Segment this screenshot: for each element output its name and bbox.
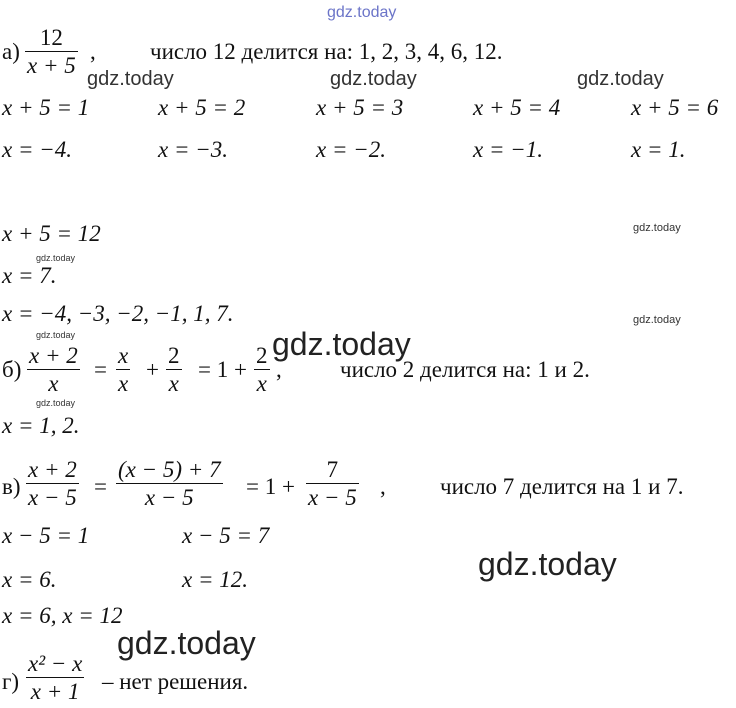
solution: x = 12. — [182, 567, 248, 592]
watermark: gdz.today — [36, 398, 76, 408]
watermark: gdz.today — [36, 253, 76, 263]
watermark: gdz.today — [633, 314, 681, 326]
watermark: gdz.today — [478, 546, 617, 582]
watermark: gdz.today — [36, 330, 76, 340]
fraction — [166, 344, 182, 395]
fraction-numerator: x — [118, 343, 129, 368]
fraction-numerator: (x − 5) + 7 — [118, 457, 221, 482]
plus-sign: + — [146, 357, 159, 382]
comma: , — [90, 39, 96, 64]
watermark-top: gdz.today — [327, 4, 397, 21]
part-g-label: г) — [2, 669, 20, 694]
fraction — [27, 344, 80, 395]
fraction-denominator: x — [168, 371, 179, 396]
solution: x = 6. — [2, 567, 57, 592]
equals-sign: = 1 + — [198, 357, 247, 382]
equation: x − 5 = 7 — [182, 523, 270, 548]
part-b-answer: x = 1, 2. — [2, 413, 80, 438]
solution: x = 1. — [631, 137, 686, 162]
fraction-denominator: x − 5 — [144, 485, 194, 510]
part-b-label: б) — [2, 357, 22, 382]
part-a-note: число 12 делится на: 1, 2, 3, 4, 6, 12. — [150, 39, 503, 64]
fraction-denominator: x + 5 — [27, 53, 76, 78]
watermark: gdz.today — [577, 68, 664, 90]
equals-sign: = — [94, 474, 107, 499]
equals-sign: = — [94, 357, 107, 382]
part-a-answer: x = −4, −3, −2, −1, 1, 7. — [2, 301, 234, 326]
part-v-note: число 7 делится на 1 и 7. — [440, 474, 684, 499]
solution: x = −2. — [316, 137, 386, 162]
equals-sign: = 1 + — [246, 474, 295, 499]
equation: x + 5 = 2 — [158, 95, 246, 120]
watermark: gdz.today — [633, 222, 681, 234]
part-v-answer: x = 6, x = 12 — [2, 603, 123, 628]
comma: , — [380, 474, 386, 499]
fraction-numerator: 12 — [39, 25, 63, 50]
fraction-denominator: x + 1 — [30, 679, 80, 704]
part-a-label: а) — [2, 39, 20, 64]
equation: x + 5 = 3 — [316, 95, 404, 120]
fraction-numerator: 7 — [326, 457, 339, 482]
solution: x = −1. — [473, 137, 543, 162]
part-v-label: в) — [2, 474, 21, 499]
part-g-note: – нет решения. — [102, 669, 249, 694]
fraction-denominator: x — [256, 371, 267, 396]
equation: x + 5 = 12 — [2, 221, 101, 246]
watermark: gdz.today — [117, 625, 256, 661]
solution: x = 7. — [2, 263, 57, 288]
fraction — [116, 458, 223, 509]
fraction — [306, 458, 359, 509]
fraction-denominator: x − 5 — [28, 485, 77, 510]
part-b-note: число 2 делится на: 1 и 2. — [340, 357, 590, 382]
fraction-numerator: 2 — [168, 343, 180, 368]
fraction — [26, 652, 84, 703]
fraction — [254, 344, 270, 395]
fraction-numerator: x + 2 — [29, 343, 78, 368]
fraction-numerator: x + 2 — [28, 457, 77, 482]
fraction-numerator: x² − x — [28, 651, 83, 676]
fraction — [116, 344, 130, 395]
solution: x = −4. — [2, 137, 72, 162]
solution: x = −3. — [158, 137, 228, 162]
fraction-denominator: x — [48, 371, 59, 396]
watermark: gdz.today — [87, 68, 174, 90]
fraction-denominator: x — [118, 371, 129, 396]
equation: x + 5 = 6 — [631, 95, 719, 120]
fraction — [26, 458, 79, 509]
watermark: gdz.today — [272, 326, 411, 362]
equation: x + 5 = 1 — [2, 95, 90, 120]
part-a-fraction — [25, 26, 78, 77]
fraction-numerator: 2 — [256, 343, 268, 368]
equation: x + 5 = 4 — [473, 95, 561, 120]
watermark: gdz.today — [330, 68, 417, 90]
fraction-denominator: x − 5 — [308, 485, 357, 510]
comma: , — [276, 357, 282, 382]
equation: x − 5 = 1 — [2, 523, 90, 548]
